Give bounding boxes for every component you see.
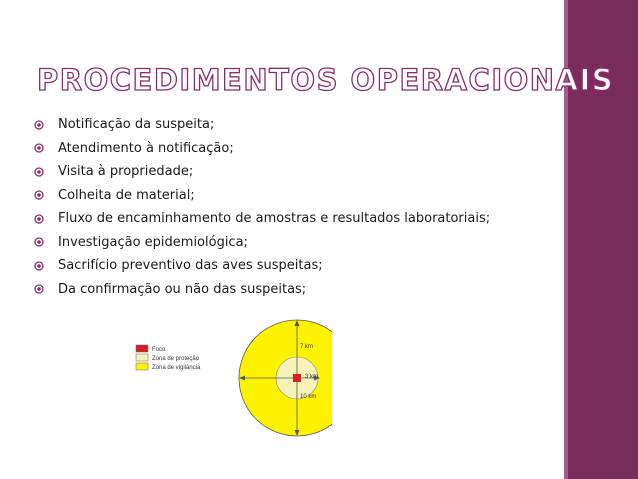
- bullet-icon: [34, 214, 44, 224]
- legend: [136, 345, 201, 371]
- legend-swatch-vigilancia: [136, 363, 148, 370]
- legend-swatch-foco: [136, 345, 148, 352]
- bullet-icon: [34, 284, 44, 294]
- legend-label-protecao: Zona de proteção: [152, 356, 200, 362]
- list-item: [34, 137, 490, 161]
- label-3km: 3 km: [305, 374, 319, 380]
- bullet-text: Atendimento à notificação;: [58, 140, 234, 156]
- zone-diagram: [132, 318, 332, 478]
- bullet-list: [34, 113, 490, 301]
- legend-label-foco: Foco: [152, 347, 166, 353]
- bullet-icon: [34, 261, 44, 271]
- bullet-text: Fluxo de encaminhamento de amostras e resultados laboratoriais;: [58, 211, 491, 227]
- list-item: [34, 184, 490, 208]
- label-10km: 10 km: [300, 394, 317, 400]
- bullet-icon: [34, 120, 44, 130]
- legend-label-vigilancia: Zona de vigilância: [152, 365, 201, 371]
- list-item: [34, 160, 490, 184]
- legend-swatch-protecao: [136, 354, 148, 361]
- slide-title: PROCEDIMENTOS OPERACIONAIS: [37, 63, 615, 97]
- bullet-icon: [34, 190, 44, 200]
- bullet-text: Investigação epidemiológica;: [58, 234, 248, 250]
- bullet-text: Notificação da suspeita;: [58, 117, 215, 133]
- list-item: [34, 278, 490, 302]
- bullet-icon: [34, 237, 44, 247]
- bullet-text: Colheita de material;: [58, 187, 195, 203]
- list-item: [34, 231, 490, 255]
- focus-marker: [293, 374, 301, 382]
- bullet-text: Sacrifício preventivo das aves suspeitas;: [58, 258, 323, 274]
- list-item: [34, 254, 490, 278]
- list-item: [34, 207, 490, 231]
- bullet-text: Da confirmação ou não das suspeitas;: [58, 281, 307, 297]
- list-item: [34, 113, 490, 137]
- bullet-text: Visita à propriedade;: [58, 164, 194, 180]
- label-7km: 7 km: [300, 344, 314, 350]
- bullet-icon: [34, 143, 44, 153]
- bullet-icon: [34, 167, 44, 177]
